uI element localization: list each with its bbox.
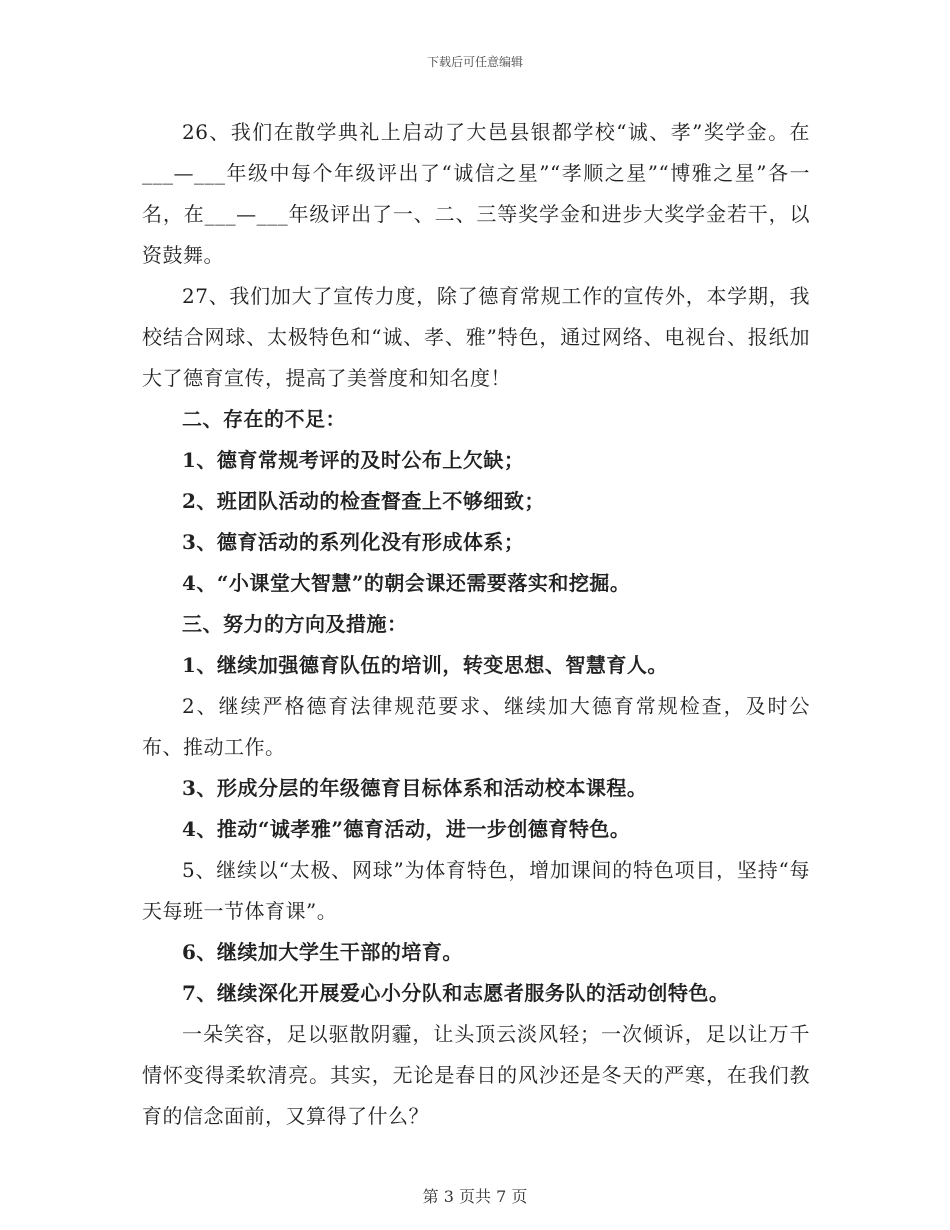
document-body — [142, 112, 810, 1137]
measure-item-3: 3、形成分层的年级德育目标体系和活动校本课程。 — [182, 776, 648, 800]
measure-item-1: 1、继续加强德育队伍的培训，转变思想、智慧育人。 — [182, 653, 668, 677]
measure-item-5: 5、继续以“太极、网球”为体育特色，增加课间的特色项目，坚持“每天每班一节体育课”。 — [142, 858, 810, 923]
measure-item-4: 4、推动“诚孝雅”德育活动，进一步创德育特色。 — [182, 817, 631, 841]
closing-paragraph: 一朵笑容，足以驱散阴霾，让头顶云淡风轻；一次倾诉，足以让万千情怀变得柔软清亮。其实，无论是春日的风沙还是冬天的严寒，在我们教育的信念面前，又算得了什么？ — [142, 1022, 810, 1128]
shortcoming-item-3: 3、德育活动的系列化没有形成体系； — [182, 530, 525, 554]
section-heading-shortcomings: 二、存在的不足： — [182, 407, 346, 431]
shortcoming-item-4: 4、“小课堂大智慧”的朝会课还需要落实和挖掘。 — [182, 571, 631, 595]
page-footer: 第 3 页共 7 页 — [422, 1187, 528, 1206]
paragraph-26: 26、我们在散学典礼上启动了大邑县银都学校“诚、孝”奖学金。在___—___年级中每个年级评出了“诚信之星”“孝顺之星”“博雅之星”各一名，在___—___年级评出了一、二、三等奖学金和进步大奖学金若干，以资鼓舞。 — [142, 120, 810, 267]
paragraph-27: 27、我们加大了宣传力度，除了德育常规工作的宣传外，本学期，我校结合网球、太极特色和“诚、孝、雅”特色，通过网络、电视台、报纸加大了德育宣传，提高了美誉度和知名度！ — [142, 284, 810, 390]
measure-item-6: 6、继续加大学生干部的培育。 — [182, 940, 463, 964]
section-heading-measures: 三、努力的方向及措施： — [182, 612, 408, 636]
shortcoming-item-2: 2、班团队活动的检查督查上不够细致； — [182, 489, 545, 513]
page-header: 下载后可任意编辑 — [426, 55, 523, 69]
measure-item-2: 2、继续严格德育法律规范要求、继续加大德育常规检查，及时公布、推动工作。 — [142, 694, 810, 759]
shortcoming-item-1: 1、德育常规考评的及时公布上欠缺； — [182, 448, 525, 472]
measure-item-7: 7、继续深化开展爱心小分队和志愿者服务队的活动创特色。 — [182, 981, 730, 1005]
